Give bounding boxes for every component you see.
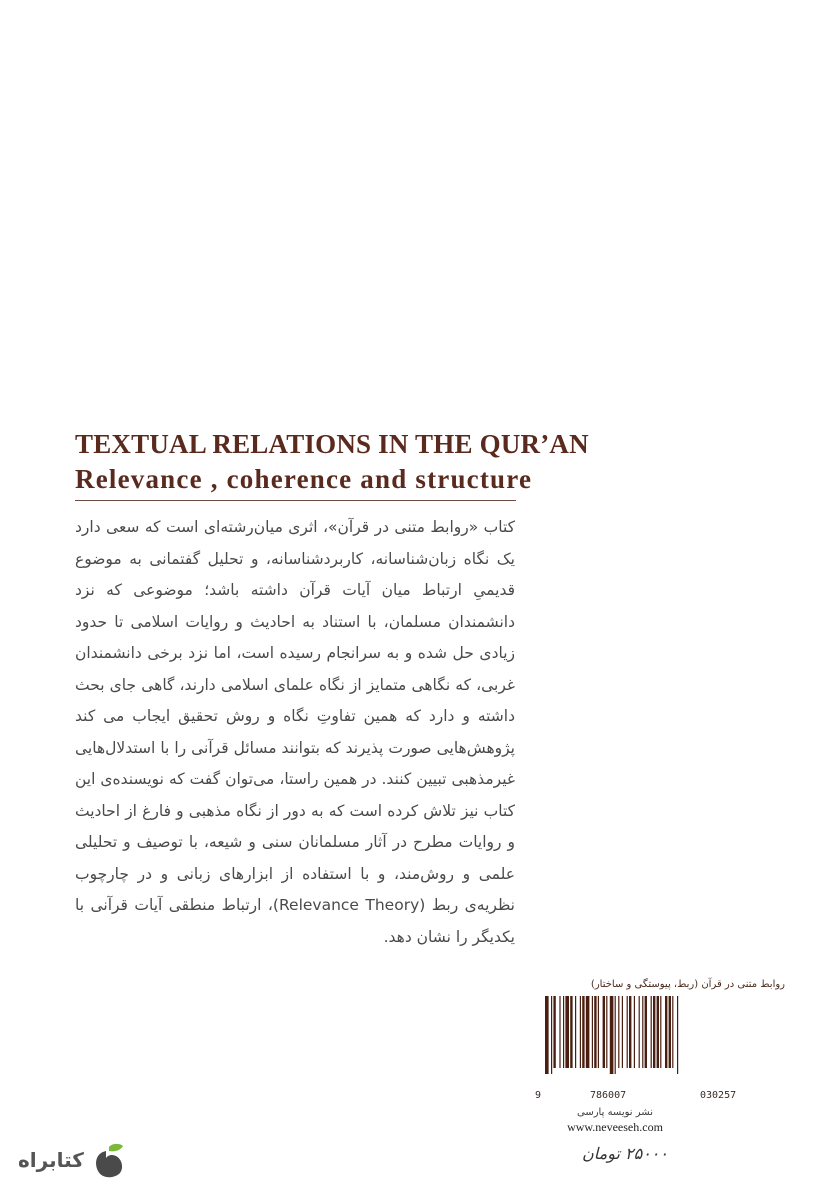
barcode-bar xyxy=(575,996,576,1068)
barcode-digits xyxy=(535,1090,785,1104)
barcode-bar xyxy=(553,996,555,1068)
barcode-bar xyxy=(622,996,623,1068)
book-subtitle-english: Relevance , coherence and structure xyxy=(75,464,533,494)
barcode-bar xyxy=(598,996,599,1068)
barcode-bar xyxy=(559,996,560,1068)
barcode-bar xyxy=(586,996,590,1068)
barcode-book-title: روابط متنی در قرآن (ربط، پیوستگی و ساختار) xyxy=(590,979,785,990)
barcode-bar xyxy=(665,996,667,1068)
barcode-bar xyxy=(610,996,614,1074)
barcode-bar xyxy=(651,996,652,1068)
barcode-bar xyxy=(639,996,640,1068)
barcode-bar xyxy=(603,996,605,1068)
barcode-block xyxy=(535,978,785,1101)
barcode-bar xyxy=(677,996,678,1074)
barcode-bar xyxy=(642,996,643,1068)
barcode-digits-right: 030257 xyxy=(700,1090,737,1101)
barcode-bar xyxy=(653,996,655,1068)
blurb-paragraph: کتاب «روابط متنی در قرآن»، اثری میان‌رشته‌ای است که سعی دارد یک نگاه زبان‌شناسانه، کاربردشناسانه، و تحلیل گفتمانی به موضوع قدیمیِ ارتباط میان آیات قرآن داشته باشد؛ موضوعی که نزد دانشمندان مسلمان، با استناد به احادیث و روایات اسلامی تا حدود زیادی حل شده و به سرانجام رسیده است، اما نزد برخی دانشمندان غربی، که نگاهی متمایز از نگاه علمای اسلامی دارند، گاهی جای بحث داشته و دارد که همین تفاوتِ نگاه و روش تحقیق ایجاب می کند پژوهش‌هایی صورت پذیرند که بتوانند مسائل قرآنی را با استدلال‌هایی غیرمذهبی تبیین کنند. در همین راستا، می‌توان گفت که نویسنده‌ی این کتاب نیز تلاش کرده است که به دور از نگاه مذهبی و فارغ از احادیث و روایات مطرح در آثار مسلمانان سنی و شیعه، با توصیف و تحلیلی علمی و روش‌مند، و با استفاده از ابزارهای زبانی و در چارچوب نظریه‌ی ربط (Relevance Theory)، ارتباط منطقی آیات قرآنی با یکدیگر را نشان دهد. xyxy=(75,518,515,946)
barcode-bar xyxy=(545,996,549,1074)
title-block xyxy=(75,428,589,496)
barcode-bar xyxy=(615,996,616,1074)
ketabrah-logo xyxy=(18,1143,138,1183)
barcode-bar xyxy=(570,996,572,1068)
book-title-english: TEXTUAL RELATIONS IN THE QUR’AN xyxy=(75,429,589,459)
barcode-bar xyxy=(618,996,619,1068)
barcode-bar xyxy=(672,996,673,1068)
barcode-bar xyxy=(657,996,659,1068)
title-divider xyxy=(75,500,516,501)
barcode-bar xyxy=(563,996,564,1068)
barcode-bar xyxy=(594,996,596,1068)
barcode-bar xyxy=(565,996,569,1068)
barcode-bar xyxy=(606,996,607,1068)
barcode-bar xyxy=(669,996,671,1068)
barcode-bar xyxy=(627,996,628,1068)
publisher-name: نشر نویسه پارسی xyxy=(577,1107,653,1118)
barcode-bar xyxy=(660,996,661,1068)
barcode-bars xyxy=(545,996,783,1074)
barcode-bar xyxy=(634,996,635,1068)
publisher-website: www.neveeseh.com xyxy=(567,1120,663,1134)
barcode-bar xyxy=(582,996,584,1068)
barcode-bar xyxy=(580,996,581,1068)
barcode-digit-first: 9 xyxy=(535,1090,542,1101)
logo-wordmark: کتابراه xyxy=(18,1148,84,1172)
barcode-bar xyxy=(592,996,593,1068)
barcode-bar xyxy=(629,996,631,1068)
barcode-bar xyxy=(551,996,552,1074)
barcode-digits-left: 786007 xyxy=(590,1090,627,1101)
price-label: ۲۵۰۰۰ تومان xyxy=(582,1144,668,1163)
leaf-icon xyxy=(92,1143,126,1181)
barcode-bar xyxy=(645,996,647,1068)
